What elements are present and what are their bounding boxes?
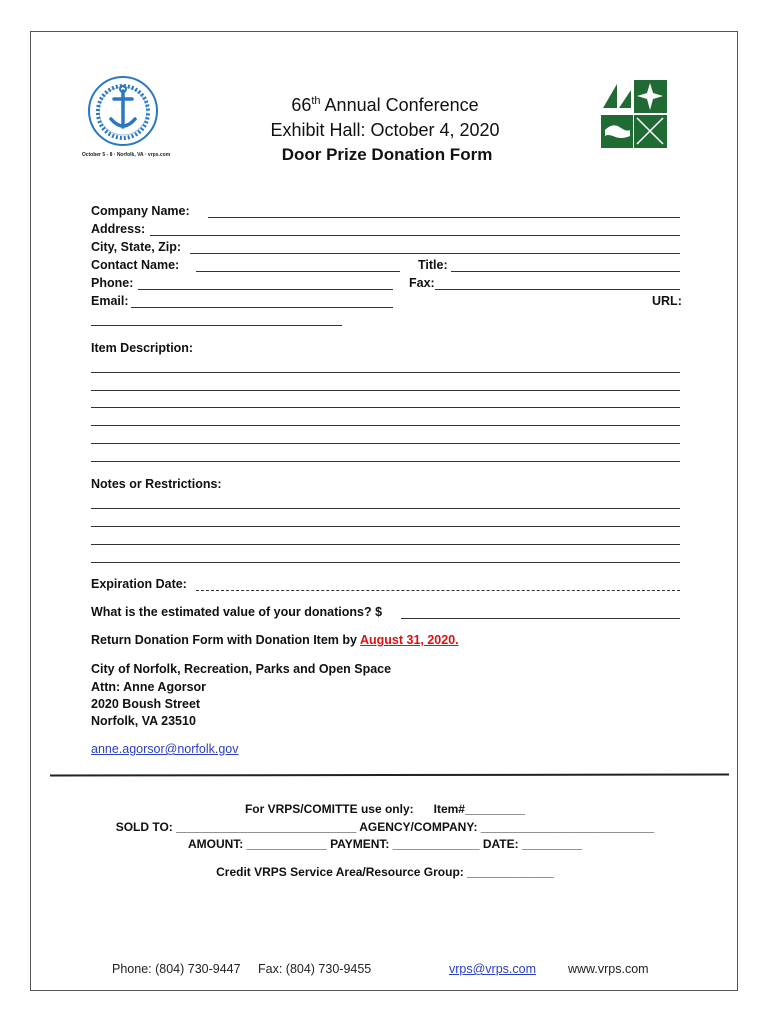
fax-label: Fax: xyxy=(409,276,435,290)
item-description-line[interactable] xyxy=(91,443,680,444)
item-description-line[interactable] xyxy=(91,390,680,391)
contact-name-field[interactable] xyxy=(196,271,400,272)
footer-website[interactable]: www.vrps.com xyxy=(568,962,649,976)
return-deadline: August 31, 2020. xyxy=(359,633,459,647)
exhibit-hall-date: Exhibit Hall: October 4, 2020 xyxy=(270,120,500,140)
url-label: URL: xyxy=(652,294,682,308)
sold-to-row xyxy=(0,820,770,834)
office-use-heading: For VRPS/COMITTE use only: Item#_________ xyxy=(244,802,526,816)
address-field[interactable] xyxy=(150,235,680,236)
address-label: Address: xyxy=(91,222,146,236)
item-description-line[interactable] xyxy=(91,372,680,373)
phone-label: Phone: xyxy=(91,276,134,290)
email-label: Email: xyxy=(91,294,129,308)
title-field[interactable] xyxy=(451,271,680,272)
company-name-label: Company Name: xyxy=(91,204,190,218)
item-description-label: Item Description: xyxy=(91,341,194,355)
address-line-city: Norfolk, VA 23510 xyxy=(91,714,196,728)
notes-line[interactable] xyxy=(91,526,680,527)
notes-line[interactable] xyxy=(91,562,680,563)
form-title: Door Prize Donation Form xyxy=(281,145,493,164)
item-number-field[interactable]: Item#_________ xyxy=(433,802,526,816)
payment-field[interactable]: PAYMENT: _____________ xyxy=(330,837,480,851)
expiration-date-label: Expiration Date: xyxy=(91,577,187,591)
credit-service-area-field[interactable]: Credit VRPS Service Area/Resource Group: _____________ xyxy=(216,865,554,879)
date-field[interactable]: DATE: _________ xyxy=(482,837,583,851)
url-field[interactable] xyxy=(91,325,342,326)
estimated-value-label: What is the estimated value of your donations? $ xyxy=(91,605,383,619)
notes-label: Notes or Restrictions: xyxy=(91,477,222,491)
estimated-value-field[interactable] xyxy=(401,618,680,619)
footer-fax: Fax: (804) 730-9455 xyxy=(258,962,372,976)
return-instruction: Return Donation Form with Donation Item by August 31, 2020. xyxy=(91,633,459,647)
amount-field[interactable]: AMOUNT: ____________ xyxy=(187,837,327,851)
company-name-field[interactable] xyxy=(208,217,680,218)
phone-field[interactable] xyxy=(138,289,393,290)
sold-to-field[interactable]: SOLD TO: ___________________________ xyxy=(115,820,357,834)
title-label: Title: xyxy=(418,258,448,272)
address-line-attn: Attn: Anne Agorsor xyxy=(91,680,207,694)
city-state-zip-label: City, State, Zip: xyxy=(91,240,182,254)
conference-title: 66th Annual Conference xyxy=(291,95,479,115)
seal-caption: October 5 - 8 · Norfolk, VA · vrps.com xyxy=(81,152,171,158)
item-description-line[interactable] xyxy=(91,461,680,462)
address-line-street: 2020 Boush Street xyxy=(91,697,201,711)
footer-phone: Phone: (804) 730-9447 xyxy=(112,962,241,976)
contact-email-link[interactable]: anne.agorsor@norfolk.gov xyxy=(91,742,239,756)
item-description-line[interactable] xyxy=(91,425,680,426)
expiration-date-field[interactable] xyxy=(196,590,680,591)
notes-line[interactable] xyxy=(91,544,680,545)
notes-line[interactable] xyxy=(91,508,680,509)
agency-company-field[interactable]: AGENCY/COMPANY: __________________________ xyxy=(359,820,655,834)
item-description-line[interactable] xyxy=(91,407,680,408)
footer-email-link[interactable]: vrps@vrps.com xyxy=(449,962,537,976)
city-state-zip-field[interactable] xyxy=(190,253,680,254)
fax-field[interactable] xyxy=(435,289,680,290)
amount-row xyxy=(0,837,770,851)
email-field[interactable] xyxy=(131,307,393,308)
contact-name-label: Contact Name: xyxy=(91,258,180,272)
address-line-org: City of Norfolk, Recreation, Parks and Open Space xyxy=(91,662,392,676)
